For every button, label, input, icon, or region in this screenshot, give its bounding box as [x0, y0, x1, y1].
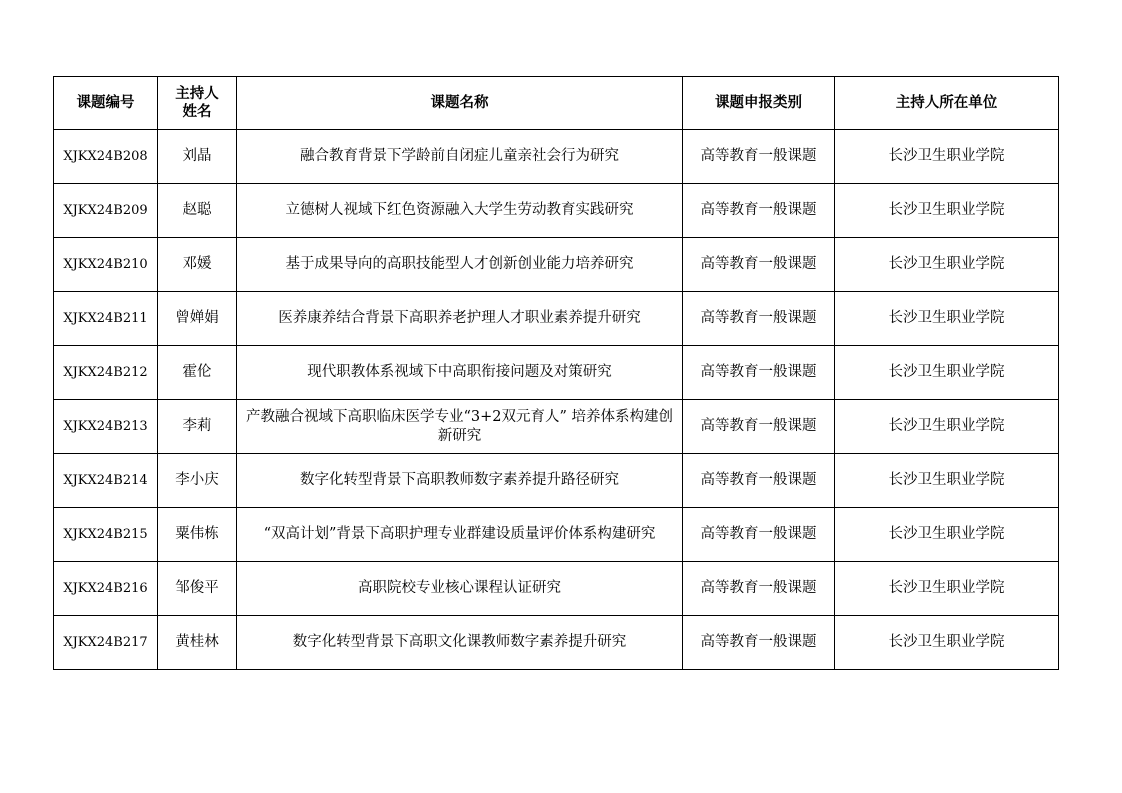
cell-code: XJKX24B217 — [54, 616, 158, 670]
cell-title: 数字化转型背景下高职文化课教师数字素养提升研究 — [237, 616, 683, 670]
header-unit: 主持人所在单位 — [835, 77, 1059, 130]
cell-title: 基于成果导向的高职技能型人才创新创业能力培养研究 — [237, 238, 683, 292]
table-row — [54, 616, 1059, 670]
cell-host: 霍伦 — [158, 346, 237, 400]
cell-unit: 长沙卫生职业学院 — [835, 346, 1059, 400]
cell-host: 李小庆 — [158, 454, 237, 508]
cell-unit: 长沙卫生职业学院 — [835, 454, 1059, 508]
table-row — [54, 508, 1059, 562]
cell-code: XJKX24B208 — [54, 130, 158, 184]
header-host-line1: 主持人 — [175, 86, 219, 102]
cell-category: 高等教育一般课题 — [683, 616, 835, 670]
cell-title: “双高计划”背景下高职护理专业群建设质量评价体系构建研究 — [237, 508, 683, 562]
cell-category: 高等教育一般课题 — [683, 346, 835, 400]
cell-category: 高等教育一般课题 — [683, 454, 835, 508]
cell-category: 高等教育一般课题 — [683, 184, 835, 238]
cell-title: 融合教育背景下学龄前自闭症儿童亲社会行为研究 — [237, 130, 683, 184]
cell-unit: 长沙卫生职业学院 — [835, 130, 1059, 184]
header-category: 课题申报类别 — [683, 77, 835, 130]
cell-unit: 长沙卫生职业学院 — [835, 238, 1059, 292]
cell-unit: 长沙卫生职业学院 — [835, 400, 1059, 454]
cell-title: 立德树人视域下红色资源融入大学生劳动教育实践研究 — [237, 184, 683, 238]
cell-host: 曾婵娟 — [158, 292, 237, 346]
cell-host: 赵聪 — [158, 184, 237, 238]
cell-code: XJKX24B216 — [54, 562, 158, 616]
cell-category: 高等教育一般课题 — [683, 238, 835, 292]
table-row — [54, 400, 1059, 454]
cell-category: 高等教育一般课题 — [683, 508, 835, 562]
table-row — [54, 562, 1059, 616]
cell-unit: 长沙卫生职业学院 — [835, 508, 1059, 562]
cell-host: 李莉 — [158, 400, 237, 454]
table-row — [54, 346, 1059, 400]
cell-host: 黄桂林 — [158, 616, 237, 670]
table-row — [54, 454, 1059, 508]
cell-category: 高等教育一般课题 — [683, 130, 835, 184]
cell-code: XJKX24B214 — [54, 454, 158, 508]
cell-host: 刘晶 — [158, 130, 237, 184]
cell-code: XJKX24B210 — [54, 238, 158, 292]
table-row — [54, 184, 1059, 238]
cell-title: 产教融合视域下高职临床医学专业“3+2双元育人” 培养体系构建创新研究 — [237, 400, 683, 454]
header-code: 课题编号 — [54, 77, 158, 130]
cell-code: XJKX24B212 — [54, 346, 158, 400]
cell-category: 高等教育一般课题 — [683, 400, 835, 454]
table-header-row — [54, 77, 1059, 130]
cell-title: 高职院校专业核心课程认证研究 — [237, 562, 683, 616]
cell-title: 医养康养结合背景下高职养老护理人才职业素养提升研究 — [237, 292, 683, 346]
cell-code: XJKX24B213 — [54, 400, 158, 454]
cell-code: XJKX24B215 — [54, 508, 158, 562]
header-title: 课题名称 — [237, 77, 683, 130]
cell-unit: 长沙卫生职业学院 — [835, 184, 1059, 238]
table-row — [54, 238, 1059, 292]
cell-unit: 长沙卫生职业学院 — [835, 292, 1059, 346]
cell-title: 数字化转型背景下高职教师数字素养提升路径研究 — [237, 454, 683, 508]
cell-title: 现代职教体系视域下中高职衔接问题及对策研究 — [237, 346, 683, 400]
project-table — [53, 76, 1059, 670]
table-row — [54, 130, 1059, 184]
cell-unit: 长沙卫生职业学院 — [835, 562, 1059, 616]
cell-category: 高等教育一般课题 — [683, 292, 835, 346]
cell-code: XJKX24B211 — [54, 292, 158, 346]
cell-host: 邓媛 — [158, 238, 237, 292]
table-row — [54, 292, 1059, 346]
cell-category: 高等教育一般课题 — [683, 562, 835, 616]
cell-host: 邹俊平 — [158, 562, 237, 616]
cell-host: 粟伟栋 — [158, 508, 237, 562]
cell-code: XJKX24B209 — [54, 184, 158, 238]
header-host — [158, 77, 237, 130]
header-host-line2: 姓名 — [182, 104, 212, 120]
cell-unit: 长沙卫生职业学院 — [835, 616, 1059, 670]
